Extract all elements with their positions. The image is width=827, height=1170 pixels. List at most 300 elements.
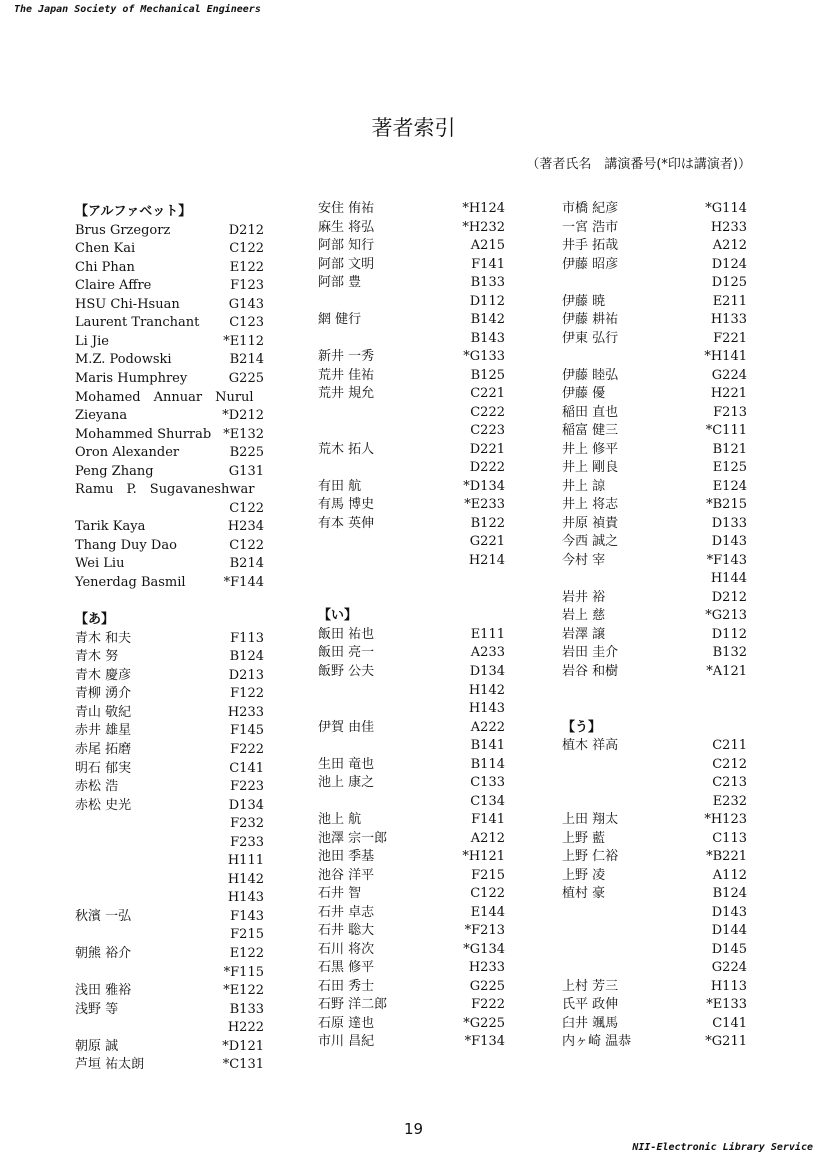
index-entry [318, 922, 505, 941]
index-entry [75, 797, 264, 816]
lecture-code: *F143 [706, 552, 747, 568]
index-entry [562, 237, 747, 256]
lecture-code: *B215 [706, 497, 747, 513]
lecture-code: C213 [712, 775, 747, 791]
author-name: 池上 航 [318, 812, 362, 828]
lecture-code: B114 [470, 756, 505, 772]
index-entry [562, 607, 747, 626]
index-entry [75, 964, 264, 983]
author-name: Laurent Tranchant [75, 315, 200, 331]
lecture-code: C221 [470, 386, 505, 402]
lecture-code: E232 [712, 793, 747, 809]
lecture-code: *G213 [705, 608, 747, 624]
lecture-code: H142 [468, 682, 505, 698]
author-name: 有田 航 [318, 478, 362, 494]
lecture-code: *E233 [464, 497, 505, 513]
author-name: Zieyana [75, 408, 128, 424]
author-name: 井原 禎貴 [562, 515, 619, 531]
index-entry [318, 682, 505, 701]
index-entry [75, 426, 264, 445]
lecture-code: F122 [230, 686, 264, 702]
index-entry [318, 978, 505, 997]
index-entry [318, 959, 505, 978]
index-entry [562, 441, 747, 460]
index-entry [562, 644, 747, 663]
author-name: 明石 郁実 [75, 760, 132, 776]
lecture-code: F222 [471, 997, 505, 1013]
author-name: Chi Phan [75, 259, 135, 275]
index-entry [75, 871, 264, 890]
author-name: 稲田 直也 [562, 404, 619, 420]
author-name: 伊藤 優 [562, 386, 606, 402]
lecture-code: *H232 [462, 219, 505, 235]
lecture-code: D134 [469, 664, 505, 679]
author-name: 上野 仁裕 [562, 849, 619, 865]
index-entry [318, 830, 505, 849]
index-entry [562, 589, 747, 608]
lecture-code: *G134 [463, 941, 505, 957]
author-name: 上野 藍 [562, 830, 606, 846]
index-entry [75, 574, 264, 593]
index-entry [75, 351, 264, 370]
library-footer: NII-Electronic Library Service [632, 1142, 813, 1153]
lecture-code: E111 [470, 626, 505, 642]
lecture-code: E122 [229, 946, 264, 961]
lecture-code: F222 [230, 741, 264, 757]
author-name: 臼井 颯馬 [562, 1015, 619, 1031]
index-entry [318, 1033, 505, 1052]
index-entry [318, 441, 505, 460]
index-entry [75, 222, 264, 241]
author-name: Maris Humphrey [75, 370, 188, 386]
section-heading [75, 203, 264, 222]
author-name: 石井 卓志 [318, 904, 375, 920]
lecture-code: D145 [711, 941, 747, 957]
index-entry [75, 1038, 264, 1057]
lecture-code: H233 [227, 704, 264, 720]
index-entry [562, 848, 747, 867]
index-entry [75, 760, 264, 779]
author-name: Mohammed Shurrab [75, 426, 212, 442]
author-name: 有本 英伸 [318, 515, 375, 531]
lecture-code: *H124 [462, 201, 505, 216]
index-entry [562, 793, 747, 812]
index-entry [318, 330, 505, 349]
author-name: 伊藤 耕祐 [562, 312, 619, 328]
index-entry [318, 237, 505, 256]
index-entry [562, 904, 747, 923]
index-entry [562, 219, 747, 238]
author-name: 浅野 等 [75, 1001, 119, 1017]
author-name: 阿部 文明 [318, 256, 375, 272]
lecture-code: H143 [468, 701, 505, 717]
section-heading-label: 【あ】 [75, 612, 115, 628]
index-entry [75, 852, 264, 871]
index-entry [562, 978, 747, 997]
lecture-code: B214 [229, 556, 264, 572]
page-number: 19 [403, 1120, 424, 1138]
lecture-code: H233 [710, 219, 747, 235]
index-entry [318, 867, 505, 886]
author-name: 秋濱 一弘 [75, 908, 132, 924]
index-entry [75, 667, 264, 686]
index-entry [562, 367, 747, 386]
journal-header: The Japan Society of Mechanical Engineers [14, 4, 261, 15]
author-name: 朝原 誠 [75, 1038, 119, 1054]
author-name: 阿部 豊 [318, 275, 362, 291]
lecture-code: D212 [228, 222, 264, 238]
author-name: 伊東 弘行 [562, 330, 619, 346]
index-entry [318, 848, 505, 867]
section-heading [318, 607, 505, 626]
lecture-code: A212 [712, 238, 747, 254]
lecture-code: *F213 [464, 923, 505, 939]
lecture-code: *E132 [223, 426, 264, 442]
author-name: Claire Affre [75, 278, 152, 294]
lecture-code: A112 [712, 867, 747, 883]
author-name: 赤井 雄星 [75, 723, 132, 739]
lecture-code: C133 [470, 775, 505, 791]
index-entry [318, 459, 505, 478]
author-name: 石田 秀士 [318, 978, 375, 994]
lecture-code: H111 [227, 853, 264, 869]
index-entry [562, 867, 747, 886]
lecture-code: G143 [228, 296, 264, 312]
author-name: 青柳 湧介 [75, 686, 132, 702]
index-entry [75, 314, 264, 333]
author-name: 石井 聡大 [318, 923, 375, 939]
lecture-code: *E133 [706, 997, 747, 1013]
author-name: 伊藤 暁 [562, 293, 606, 309]
lecture-code: B133 [470, 275, 505, 291]
lecture-code: C222 [470, 404, 505, 420]
lecture-code: F223 [230, 779, 264, 795]
index-entry [562, 811, 747, 830]
lecture-code: C141 [712, 1015, 747, 1031]
author-name: 荒井 佳祐 [318, 367, 375, 383]
lecture-code: *D121 [222, 1038, 264, 1054]
index-entry [318, 774, 505, 793]
index-entry [562, 348, 747, 367]
lecture-code: B122 [470, 515, 505, 531]
author-name: 井上 将志 [562, 497, 619, 513]
index-entry [562, 478, 747, 497]
index-entry [562, 1033, 747, 1052]
author-name: 青木 和夫 [75, 630, 132, 646]
index-entry [562, 422, 747, 441]
lecture-code: *F134 [464, 1034, 505, 1050]
lecture-code: F145 [230, 723, 264, 739]
index-entry [75, 926, 264, 945]
author-name: 網 健行 [318, 312, 362, 328]
lecture-code: D133 [711, 515, 747, 531]
index-entry [562, 552, 747, 571]
index-entry [75, 815, 264, 834]
lecture-code: A233 [470, 645, 505, 661]
lecture-code: F215 [471, 867, 505, 883]
index-entry [75, 778, 264, 797]
index-entry [562, 756, 747, 775]
lecture-code: D112 [469, 293, 505, 309]
author-name: 荒井 規允 [318, 386, 375, 402]
index-entry [562, 385, 747, 404]
lecture-code: B133 [229, 1001, 264, 1017]
lecture-code: C113 [712, 830, 747, 846]
index-entry [318, 737, 505, 756]
lecture-code: *D212 [222, 408, 264, 424]
lecture-code: *G211 [705, 1034, 747, 1050]
index-entry [318, 293, 505, 312]
author-name: Yenerdag Basmil [75, 575, 186, 590]
lecture-code: *B221 [706, 849, 747, 865]
author-name: 青山 敬紀 [75, 704, 132, 720]
author-name: 井上 修平 [562, 441, 619, 457]
author-name: 安住 侑祐 [318, 201, 375, 216]
author-name: 内ヶ崎 温恭 [562, 1034, 632, 1050]
author-name: 青木 努 [75, 649, 119, 665]
index-entry [562, 996, 747, 1015]
author-name: 生田 竜也 [318, 756, 375, 772]
author-name: Thang Duy Dao [75, 537, 177, 553]
index-entry [75, 481, 264, 500]
spacer [562, 682, 747, 701]
lecture-code: *D134 [463, 478, 505, 494]
lecture-code: D112 [711, 626, 747, 642]
author-name: 石原 達也 [318, 1015, 375, 1031]
author-name: 石井 智 [318, 886, 362, 902]
author-name: M.Z. Podowski [75, 352, 172, 368]
author-name: Brus Grzegorz [75, 222, 171, 238]
lecture-code: G224 [711, 367, 747, 383]
lecture-code: H222 [227, 1020, 264, 1036]
lecture-code: E124 [712, 478, 747, 494]
index-entry [75, 370, 264, 389]
author-name: 上野 凌 [562, 867, 606, 883]
lecture-code: B121 [712, 441, 747, 457]
index-entry [75, 444, 264, 463]
index-entry [562, 459, 747, 478]
author-name: 池谷 洋平 [318, 867, 375, 883]
author-name: Mohamed Annuar Nurul [75, 389, 254, 405]
lecture-code: B214 [229, 352, 264, 368]
author-name: 伊藤 睦弘 [562, 367, 619, 383]
author-name: 今西 誠之 [562, 534, 619, 550]
author-name: 岩田 圭介 [562, 645, 619, 661]
index-entry [562, 256, 747, 275]
lecture-code: C122 [229, 537, 264, 553]
index-entry [75, 908, 264, 927]
lecture-code: D221 [469, 441, 505, 457]
lecture-code: F143 [230, 908, 264, 924]
lecture-code: G221 [469, 534, 505, 550]
index-legend: （著者氏名 講演番号(*印は講演者)） [526, 157, 751, 172]
lecture-code: C212 [712, 756, 747, 772]
lecture-code: D143 [711, 534, 747, 550]
index-entry [562, 311, 747, 330]
lecture-code: F113 [230, 630, 264, 646]
author-name: 麻生 将弘 [318, 219, 375, 235]
author-name: 上田 翔太 [562, 812, 619, 828]
index-entry [562, 626, 747, 645]
index-entry [562, 274, 747, 293]
author-name: 石野 洋二郎 [318, 997, 388, 1013]
author-name: HSU Chi-Hsuan [75, 296, 180, 312]
author-name: 荒木 拓人 [318, 441, 375, 457]
index-entry [75, 389, 264, 408]
lecture-code: F213 [713, 404, 747, 420]
index-entry [318, 385, 505, 404]
lecture-code: D125 [711, 275, 747, 291]
index-entry [562, 959, 747, 978]
lecture-code: B141 [470, 738, 505, 754]
lecture-code: H233 [468, 960, 505, 976]
index-entry [318, 515, 505, 534]
index-entry [75, 1001, 264, 1020]
lecture-code: C223 [470, 423, 505, 439]
author-name: Chen Kai [75, 241, 136, 257]
lecture-code: E122 [229, 259, 264, 275]
index-entry [75, 259, 264, 278]
lecture-code: C141 [229, 760, 264, 776]
lecture-code: *F115 [223, 964, 264, 980]
lecture-code: H144 [710, 571, 747, 587]
index-entry [75, 889, 264, 908]
index-entry [562, 663, 747, 682]
lecture-code: D144 [711, 923, 747, 939]
lecture-code: A222 [470, 719, 505, 735]
author-name: 赤尾 拓磨 [75, 741, 132, 757]
lecture-code: E144 [470, 904, 505, 920]
author-name: 池田 季基 [318, 849, 375, 865]
lecture-code: B132 [712, 645, 747, 661]
index-entry [562, 885, 747, 904]
spacer [562, 700, 747, 719]
section-heading-label: 【う】 [562, 719, 602, 735]
lecture-code: G225 [228, 370, 264, 386]
section-heading-label: 【アルファベット】 [75, 204, 192, 219]
lecture-code: *G225 [463, 1015, 505, 1031]
index-entry [562, 570, 747, 589]
author-name: 今村 宰 [562, 552, 606, 568]
lecture-code: G131 [228, 463, 264, 479]
index-entry [318, 533, 505, 552]
author-name: 井手 拓哉 [562, 238, 619, 254]
author-name: 芦垣 祐太朗 [75, 1057, 145, 1073]
index-entry [318, 478, 505, 497]
lecture-code: *E112 [223, 333, 264, 349]
index-entry [562, 922, 747, 941]
lecture-code: D143 [711, 904, 747, 920]
author-name: 青木 慶彦 [75, 667, 132, 683]
lecture-code: B125 [470, 367, 505, 383]
index-entry [75, 537, 264, 556]
index-entry [562, 293, 747, 312]
lecture-code: D222 [469, 460, 505, 476]
index-entry [75, 1019, 264, 1038]
lecture-code: A215 [470, 238, 505, 254]
author-name: 岩上 慈 [562, 608, 606, 624]
author-name: Tarik Kaya [75, 519, 146, 535]
index-entry [318, 904, 505, 923]
author-name: 赤松 史光 [75, 797, 132, 813]
lecture-code: H113 [710, 978, 747, 994]
index-entry [318, 885, 505, 904]
index-entry [75, 685, 264, 704]
author-name: 朝熊 裕介 [75, 946, 132, 961]
lecture-code: C211 [712, 738, 747, 754]
index-entry [318, 811, 505, 830]
section-heading [75, 611, 264, 630]
section-heading-label: 【い】 [318, 608, 358, 624]
lecture-code: *C131 [222, 1057, 264, 1073]
lecture-code: B143 [470, 330, 505, 346]
index-entry [318, 996, 505, 1015]
lecture-code: *G133 [463, 349, 505, 365]
lecture-code: *F144 [223, 575, 264, 590]
index-entry [75, 407, 264, 426]
index-entry [318, 219, 505, 238]
section-heading [562, 719, 747, 738]
author-name: 飯田 亮一 [318, 645, 375, 661]
author-name: 有馬 博史 [318, 497, 375, 513]
author-name: Peng Zhang [75, 463, 154, 479]
lecture-code: G225 [469, 978, 505, 994]
index-entry [75, 277, 264, 296]
index-entry [562, 737, 747, 756]
author-name: 植木 祥高 [562, 738, 619, 754]
index-entry [75, 463, 264, 482]
index-entry [318, 719, 505, 738]
author-name: 浅田 雅裕 [75, 983, 132, 999]
author-name: 岩澤 譲 [562, 626, 606, 642]
index-entry [75, 296, 264, 315]
lecture-code: H143 [227, 890, 264, 906]
index-entry [75, 630, 264, 649]
index-entry [75, 555, 264, 574]
index-entry [562, 941, 747, 960]
lecture-code: D213 [228, 667, 264, 683]
lecture-code: *H141 [704, 349, 747, 365]
lecture-code: C122 [229, 500, 264, 516]
author-name: 阿部 知行 [318, 238, 375, 254]
lecture-code: C123 [229, 315, 264, 331]
index-entry [75, 741, 264, 760]
lecture-code: *E122 [223, 983, 264, 999]
index-entry [75, 333, 264, 352]
author-name: 一宮 浩市 [562, 219, 619, 235]
lecture-code: B124 [712, 886, 747, 902]
index-entry [318, 311, 505, 330]
page-title: 著者索引 [371, 116, 456, 140]
lecture-code: E125 [712, 460, 747, 476]
lecture-code: H133 [710, 312, 747, 328]
author-name: 池上 康之 [318, 775, 375, 791]
lecture-code: *G114 [705, 201, 747, 216]
lecture-code: C134 [470, 793, 505, 809]
author-name: 氏平 政伸 [562, 997, 619, 1013]
author-name: 池澤 宗一郎 [318, 830, 388, 846]
index-entry [318, 626, 505, 645]
author-name: 岩井 裕 [562, 589, 606, 605]
author-name: Li Jie [75, 333, 109, 349]
index-entry [562, 330, 747, 349]
index-entry [318, 200, 505, 219]
lecture-code: F233 [230, 834, 264, 850]
index-entry [562, 200, 747, 219]
lecture-code: D134 [228, 797, 264, 813]
lecture-code: D124 [711, 256, 747, 272]
index-entry [318, 496, 505, 515]
